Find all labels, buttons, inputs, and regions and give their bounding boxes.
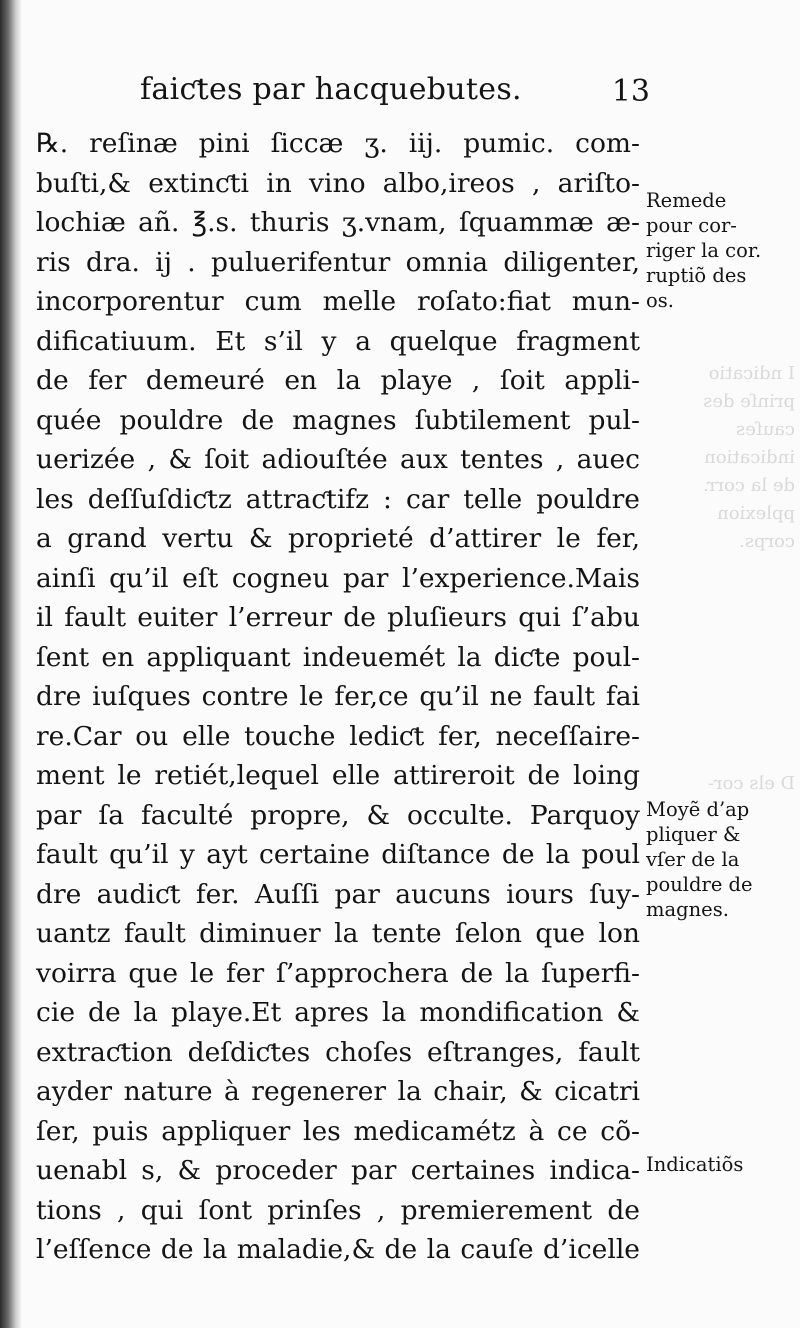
running-title: faiƈtes par hacquebutes. [140, 72, 522, 107]
margin-note-line: riger la cor. [646, 239, 762, 262]
margin-note-remede [646, 188, 796, 313]
text-line: ayder nature à regenerer la chair, & cicatri [36, 1076, 640, 1107]
text-line: ainſi qu’il eſt cogneu par l’experience.Mais [36, 562, 640, 594]
text-line: uerizée , & ſoit adiouſtée aux tentes , auec [36, 444, 640, 475]
text-line: par ſa faculté propre, & occulte. Parquoy [36, 799, 640, 831]
margin-note-line: Moyẽ d’ap [646, 798, 750, 821]
margin-note-line: pouldre de [646, 873, 753, 896]
text-line: ſent en appliquant indeuemét la diƈte poul- [36, 641, 640, 673]
text-line: buſti,& extinƈti in vino albo,ireos , ariſto- [36, 167, 640, 199]
margin-note-line: Indicatiõs [646, 1153, 744, 1176]
bleed-through-texture: I ndicatio prinſe des cauſes indication de la corr. pplexion corps. [703, 363, 795, 552]
text-line: tions , qui ſont prinſes , premierement de [36, 1194, 640, 1226]
text-line: voirra que le fer ſ’approchera de la ſuperfi- [36, 957, 640, 989]
margin-note-line: Remede [646, 189, 727, 212]
page-gutter-shadow [0, 0, 22, 1328]
text-line: il fault euiter l’erreur de pluſieurs qui ſ’abu [36, 602, 640, 633]
text-line: ris dra. ij . puluerifentur omnia diligenter, [36, 246, 640, 278]
text-line: incorporentur cum melle roſato:fiat mun- [36, 286, 640, 317]
page-number: 13 [611, 74, 650, 109]
text-line: fault qu’il y ayt certaine diſtance de la poul [36, 839, 640, 870]
bleed-through-texture: D els cor- [707, 773, 795, 794]
text-line: l’eſſence de la maladie,& de la cauſe d’icelle [36, 1234, 640, 1265]
text-line: dre iuſques contre le fer,ce qu’il ne fault fai [36, 681, 640, 712]
text-line: ſer, puis appliquer les medicamétz à ce cõ- [36, 1115, 640, 1147]
text-line: re.Car ou elle touche lediƈt fer, neceſſaire- [36, 720, 640, 752]
text-line: quée pouldre de magnes ſubtilement pul- [36, 404, 640, 436]
text-line: de fer demeuré en la playe , ſoit appli- [36, 365, 640, 396]
margin-note-line: os. [646, 289, 674, 312]
margin-note-line: pour cor- [646, 214, 737, 237]
margin-note-indications [646, 1152, 796, 1177]
text-line: a grand vertu & proprieté d’attirer le fer, [36, 523, 640, 554]
text-line: lochiæ añ. ℥.s. thuris ʒ.vnam, ſquammæ æ- [36, 207, 640, 238]
text-line: dre audiƈt fer. Auſſi par aucuns iours ſuy- [36, 878, 640, 910]
text-line: extraƈtion deſdiƈtes choſes eſtranges, fault [36, 1036, 640, 1068]
text-line: cie de la playe.Et apres la mondification & [36, 997, 640, 1028]
text-line: ℞. reſinæ pini ſiccæ ʒ. iij. pumic. com- [36, 128, 640, 159]
margin-note-line: pliquer & [646, 823, 741, 846]
margin-note-moye [646, 797, 796, 922]
margin-note-line: magnes. [646, 898, 729, 921]
margin-note-line: ruptiõ des [646, 264, 747, 287]
text-line: ment le retiét,lequel elle attireroit de loing [36, 760, 640, 791]
running-header [140, 72, 660, 112]
main-text-block [36, 124, 640, 1270]
margin-note-line: vſer de la [646, 848, 740, 871]
text-line: les deſſuſdiƈtz attraƈtifz : car telle pouldre [36, 483, 640, 515]
text-line: uenabl s, & proceder par certaines indica- [36, 1155, 640, 1186]
text-line: dificatiuum. Et s’il y a quelque fragment [36, 325, 640, 357]
text-line: uantz fault diminuer la tente ſelon que lon [36, 918, 640, 949]
